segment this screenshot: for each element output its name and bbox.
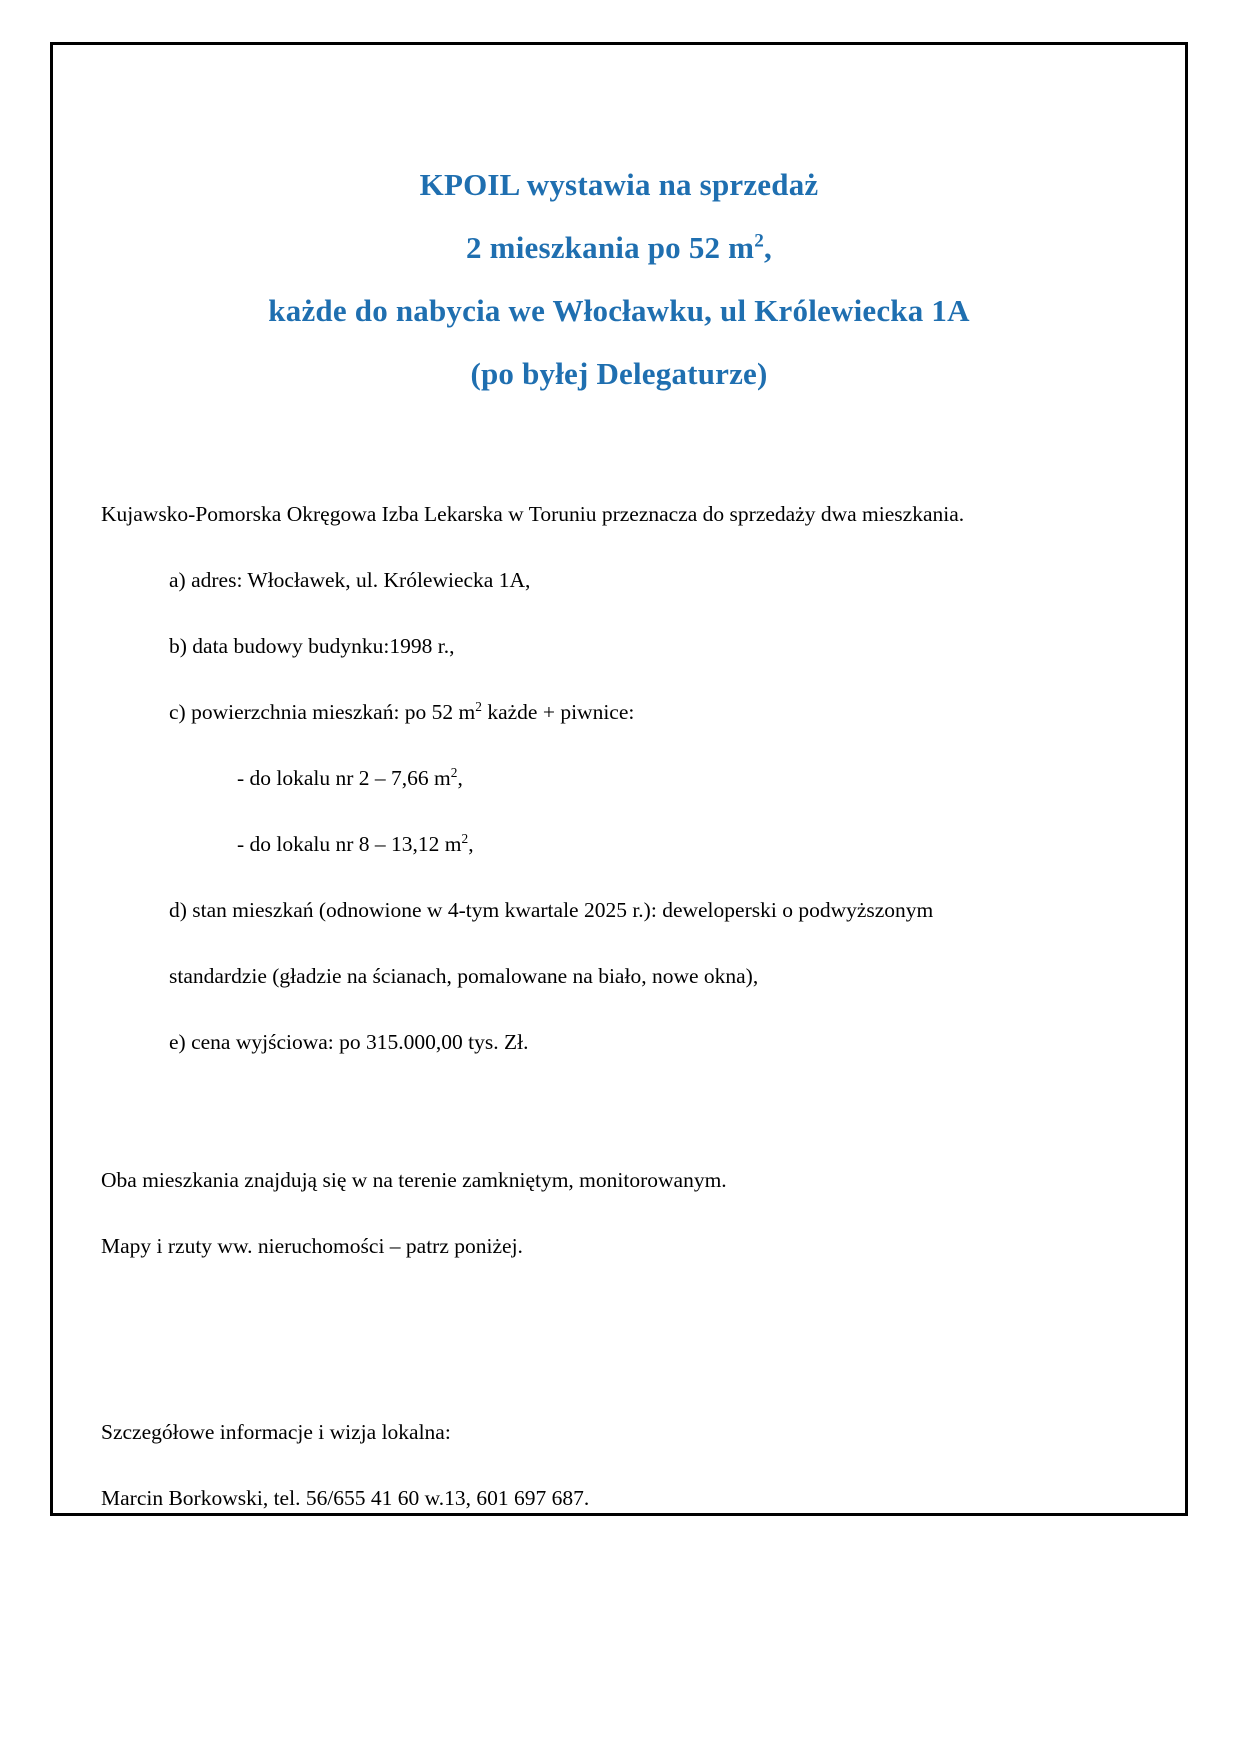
list-item-c [101, 689, 1137, 735]
list-item-b: b) data budowy budynku:1998 r., [169, 634, 455, 658]
spacer [101, 603, 1137, 623]
list-item-c-post: każde + piwnice: [481, 700, 635, 724]
note-line-1: Oba mieszkania znajdują się w na terenie zamkniętym, monitorowanym. [101, 1168, 727, 1192]
document-page [50, 42, 1188, 1516]
list-item-c-sub-1-post: , [457, 766, 463, 790]
list-item-c-sub-2-post: , [468, 832, 474, 856]
spacer [101, 735, 1137, 755]
note-line-2: Mapy i rzuty ww. nieruchomości – patrz poniżej. [101, 1234, 523, 1258]
document-body [101, 491, 1137, 1521]
title-line-2-post: , [764, 230, 772, 265]
document-title-block [101, 45, 1137, 405]
title-line-2-pre: 2 mieszkania po 52 m [466, 230, 755, 265]
list-item-c-sub-1-pre: - do lokalu nr 2 – 7,66 m [237, 766, 451, 790]
spacer [101, 1065, 1137, 1157]
list-item-a: a) adres: Włocławek, ul. Królewiecka 1A, [169, 568, 531, 592]
list-item-c-sub-2-pre: - do lokalu nr 8 – 13,12 m [237, 832, 462, 856]
contact-heading: Szczegółowe informacje i wizja lokalna: [101, 1420, 451, 1444]
title-line-2-superscript: 2 [754, 230, 765, 252]
spacer [101, 1203, 1137, 1223]
title-line-1: KPOIL wystawia na sprzedaż [419, 167, 819, 202]
intro-paragraph: Kujawsko-Pomorska Okręgowa Izba Lekarska w Toruniu przeznacza do sprzedaży dwa mieszkania. [101, 502, 965, 526]
list-item-c-sub-2 [101, 821, 1137, 867]
page-content [53, 45, 1185, 1513]
list-item-c-sub-2-superscript: 2 [461, 830, 469, 846]
spacer [101, 933, 1137, 953]
title-line-2 [101, 216, 1137, 279]
spacer [101, 999, 1137, 1019]
contact-details: Marcin Borkowski, tel. 56/655 41 60 w.13, 601 697 687. [101, 1486, 590, 1510]
spacer [101, 867, 1137, 887]
list-item-d-line-1: d) stan mieszkań (odnowione w 4-tym kwartale 2025 r.): deweloperski o podwyższonym [169, 898, 934, 922]
title-line-4: (po byłej Delegaturze) [470, 356, 768, 391]
list-item-c-superscript: 2 [475, 698, 482, 714]
list-item-c-sub-1-superscript: 2 [450, 764, 458, 780]
spacer [101, 537, 1137, 557]
spacer [101, 801, 1137, 821]
list-item-e: e) cena wyjściowa: po 315.000,00 tys. Zł. [169, 1030, 529, 1054]
spacer [101, 1455, 1137, 1475]
list-item-d-line-2: standardzie (gładzie na ścianach, pomalowane na biało, nowe okna), [169, 964, 759, 988]
list-item-c-sub-1 [101, 755, 1137, 801]
title-line-3: każde do nabycia we Włocławku, ul Królewiecka 1A [268, 293, 970, 328]
spacer [101, 1269, 1137, 1409]
list-item-c-pre: c) powierzchnia mieszkań: po 52 m [169, 700, 476, 724]
spacer [101, 669, 1137, 689]
